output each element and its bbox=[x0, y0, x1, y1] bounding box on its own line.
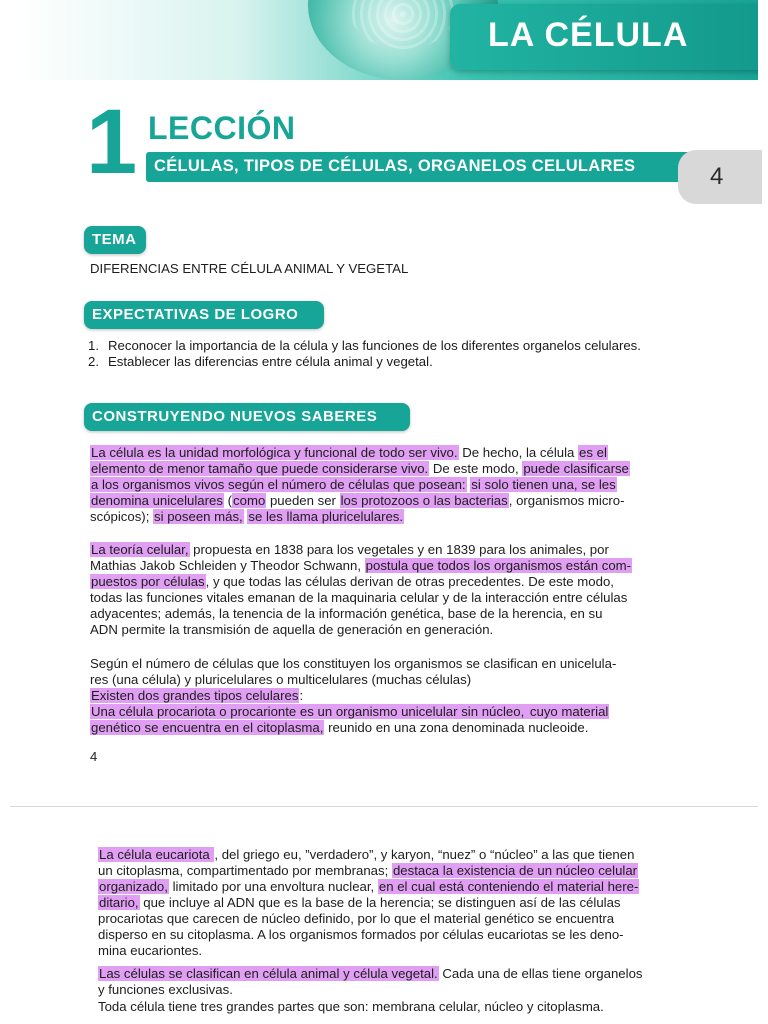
highlight: ditario, bbox=[99, 895, 139, 910]
highlight: si solo tienen una, se les bbox=[471, 477, 616, 492]
list-item bbox=[88, 338, 688, 354]
text-span: un citoplasma, compartimentado por membranas; bbox=[98, 863, 392, 878]
highlight: Existen dos grandes tipos celulares bbox=[91, 688, 299, 703]
text-span: ( bbox=[223, 493, 233, 508]
text-line bbox=[90, 445, 608, 461]
highlight: La célula es la unidad morfológica y funcional de todo ser vivo. bbox=[91, 445, 458, 460]
highlight: postula que todos los organismos están com- bbox=[365, 558, 632, 573]
list-item-number: 1. bbox=[88, 338, 99, 353]
list-item-number: 2. bbox=[88, 354, 99, 369]
text-line bbox=[90, 558, 632, 574]
highlight: genético se encuentra en el citoplasma, bbox=[91, 720, 324, 735]
text-span: Mathias Jakob Schleiden y Theodor Schwann, bbox=[90, 558, 365, 573]
text-line bbox=[90, 477, 617, 493]
text-span: De hecho, la célula bbox=[458, 445, 579, 460]
text-span: pueden ser bbox=[266, 493, 340, 508]
page-tab-number: 4 bbox=[710, 163, 724, 190]
highlight: si poseen más, bbox=[154, 509, 243, 524]
text-span: que incluye al ADN que es la base de la herencia; se distinguen así de las células bbox=[139, 895, 621, 910]
highlight: puede clasificarse bbox=[523, 461, 629, 476]
lesson-subtitle: CÉLULAS, TIPOS DE CÉLULAS, ORGANELOS CELULARES bbox=[154, 157, 636, 175]
text-span: propuesta en 1838 para los vegetales y en 1839 para los animales, por bbox=[189, 542, 609, 557]
list-item-text: Establecer las diferencias entre célula animal y vegetal. bbox=[108, 354, 433, 369]
lesson-number: 1 bbox=[86, 91, 138, 193]
highlight: como bbox=[233, 493, 266, 508]
highlight: La teoría celular, bbox=[91, 542, 189, 557]
text-line: adyacentes; además, la tenencia de la información genética, base de la herencia, en su bbox=[90, 606, 603, 621]
highlight: en el cual está conteniendo el material here- bbox=[378, 879, 639, 894]
highlight: los protozoos o las bacterias bbox=[340, 493, 508, 508]
highlight: elemento de menor tamaño que puede considerarse vivo. bbox=[91, 461, 429, 476]
lesson-heading: LECCIÓN bbox=[148, 110, 296, 146]
text-line bbox=[90, 542, 609, 558]
highlight: organizado, bbox=[99, 879, 168, 894]
page-tab bbox=[678, 150, 762, 204]
highlight: Una célula procariota o procarionte es un organismo unicelular sin núcleo, bbox=[91, 704, 525, 719]
expectativas-heading: EXPECTATIVAS DE LOGRO bbox=[92, 306, 299, 323]
text-line: mina eucariontes. bbox=[98, 943, 203, 958]
text-line bbox=[90, 704, 609, 720]
highlight: puestos por células bbox=[91, 574, 205, 589]
text-line bbox=[90, 720, 588, 736]
text-line bbox=[98, 879, 639, 895]
text-line bbox=[98, 895, 621, 911]
text-line bbox=[90, 688, 303, 704]
tema-text: DIFERENCIAS ENTRE CÉLULA ANIMAL Y VEGETAL bbox=[90, 261, 409, 276]
text-span: Cada una de ellas tiene organelos bbox=[438, 966, 643, 981]
expectativas-heading-pill bbox=[84, 301, 324, 329]
header-banner bbox=[18, 0, 758, 80]
page-number: 4 bbox=[90, 749, 98, 764]
text-line: Según el número de células que los constituyen los organismos se clasifican en unicelula- bbox=[90, 656, 617, 671]
text-line bbox=[90, 461, 630, 477]
highlight: se les llama pluricelulares. bbox=[248, 509, 404, 524]
text-line: res (una célula) y pluricelulares o multicelulares (muchas células) bbox=[90, 672, 472, 687]
list-item bbox=[88, 354, 688, 370]
text-line: procariotas que carecen de núcleo definido, por lo que el material genético se encuentra bbox=[98, 911, 615, 926]
highlight: es el bbox=[579, 445, 607, 460]
text-line bbox=[90, 509, 404, 525]
text-line: todas las funciones vitales emanan de la maquinaria celular y de la interacción entre células bbox=[90, 590, 628, 605]
highlight: denomina unicelulares bbox=[91, 493, 223, 508]
text-span: : bbox=[299, 688, 304, 703]
text-line bbox=[90, 574, 614, 590]
tema-heading-pill bbox=[84, 226, 146, 254]
text-line bbox=[98, 966, 643, 982]
text-span: reunido en una zona denominada nucleoide. bbox=[324, 720, 589, 735]
text-line: ADN permite la transmisión de aquella de generación en generación. bbox=[90, 622, 494, 637]
text-line: y funciones exclusivas. bbox=[98, 982, 233, 997]
text-span: De este modo, bbox=[429, 461, 523, 476]
list-item-text: Reconocer la importancia de la célula y las funciones de los diferentes organelos celulares. bbox=[108, 338, 641, 353]
construyendo-heading-pill bbox=[84, 403, 410, 431]
text-span: scópicos); bbox=[90, 509, 154, 524]
lesson-subtitle-bar bbox=[146, 152, 706, 182]
text-line: Toda célula tiene tres grandes partes que son: membrana celular, núcleo y citoplasma. bbox=[98, 999, 604, 1014]
text-line bbox=[98, 847, 634, 863]
text-line: disperso en su citoplasma. A los organismos formados por células eucariotas se les deno- bbox=[98, 927, 624, 942]
text-line bbox=[90, 493, 625, 509]
highlight: destaca la existencia de un núcleo celular bbox=[392, 863, 638, 878]
text-span: , y que todas las células derivan de otras precedentes. De este modo, bbox=[205, 574, 614, 589]
page-separator bbox=[10, 806, 758, 807]
page-title: LA CÉLULA bbox=[488, 16, 689, 54]
text-span: limitado por una envoltura nuclear, bbox=[168, 879, 378, 894]
highlight: a los organismos vivos según el número de células que posean: bbox=[91, 477, 466, 492]
construyendo-heading: CONSTRUYENDO NUEVOS SABERES bbox=[92, 408, 378, 425]
text-span: , del griego eu, ”verdadero”, y karyon, “nuez” o “núcleo” a las que tienen bbox=[214, 847, 635, 862]
highlight: cuyo material bbox=[526, 704, 609, 719]
text-span: , organismos micro- bbox=[508, 493, 625, 508]
expectativas-list bbox=[88, 338, 688, 370]
highlight: Las células se clasifican en célula animal y célula vegetal. bbox=[99, 966, 438, 981]
tema-heading: TEMA bbox=[92, 231, 137, 248]
text-line bbox=[98, 863, 638, 879]
highlight: La célula eucariota bbox=[99, 847, 214, 862]
